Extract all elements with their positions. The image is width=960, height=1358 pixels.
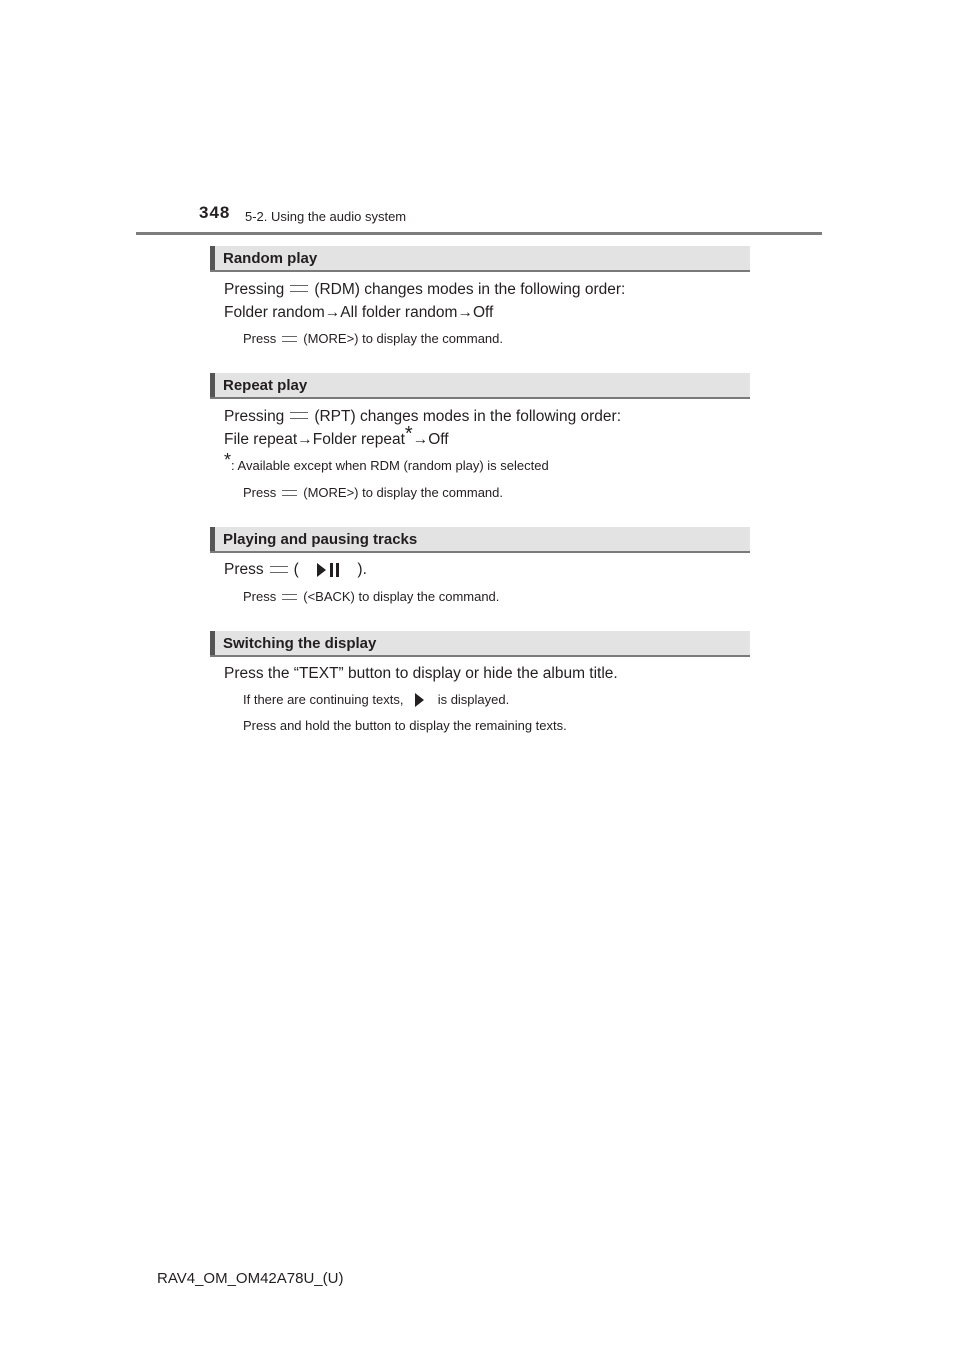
playing-line-1: [224, 561, 367, 579]
footnote-marker: *: [224, 450, 232, 470]
text: Press: [243, 485, 277, 500]
repeat-footnote: [224, 450, 549, 473]
button-icon: [270, 566, 288, 573]
text: Press: [243, 331, 277, 346]
button-icon: [290, 412, 308, 419]
repeat-note: [243, 485, 503, 500]
button-icon: [282, 336, 297, 342]
page-number: 348: [199, 203, 231, 222]
section-heading-switching-display: [210, 631, 750, 657]
heading-bar: [210, 527, 215, 551]
playing-note: [243, 589, 499, 604]
display-note-1: [243, 692, 509, 708]
footnote-marker: *: [404, 423, 413, 445]
section-heading-repeat-play: [210, 373, 750, 399]
text: If there are continuing texts,: [243, 692, 404, 707]
text: →Off: [412, 431, 449, 448]
chapter-title: 5-2. Using the audio system: [245, 209, 407, 224]
text: Pressing: [224, 281, 285, 298]
repeat-line-2: [224, 423, 449, 449]
random-line-1: [224, 281, 625, 299]
header-rule: [136, 232, 822, 235]
doc-code: RAV4_OM_OM42A78U_(U): [157, 1270, 344, 1287]
button-icon: [282, 490, 297, 496]
text: (MORE>) to display the command.: [303, 485, 504, 500]
heading-bar: [210, 246, 215, 270]
random-line-2: Folder random→All folder random→Off: [224, 304, 494, 321]
text: Press: [243, 589, 277, 604]
text: Press: [224, 561, 264, 579]
text: (: [293, 561, 299, 579]
button-icon: [290, 285, 308, 292]
section-title: Repeat play: [223, 377, 308, 394]
text: (<BACK) to display the command.: [303, 589, 500, 604]
display-line-1: Press the “TEXT” button to display or hide the album title.: [224, 665, 618, 682]
text: File repeat→Folder repeat: [224, 431, 405, 448]
play-pause-icon: [303, 561, 353, 579]
button-icon: [282, 594, 297, 600]
heading-bar: [210, 631, 215, 655]
section-title: Playing and pausing tracks: [223, 531, 418, 548]
text: is displayed.: [437, 692, 510, 707]
display-note-2: Press and hold the button to display the remaining texts.: [243, 718, 567, 733]
text: Pressing: [224, 408, 285, 425]
text: : Available except when RDM (random play) is selected: [231, 458, 549, 473]
heading-bar: [210, 373, 215, 397]
text: (RPT) changes modes in the following order:: [314, 408, 622, 425]
text: ).: [357, 561, 367, 579]
repeat-line-1: [224, 408, 621, 426]
section-title: Random play: [223, 250, 318, 267]
section-heading-random-play: [210, 246, 750, 272]
right-triangle-icon: [415, 693, 424, 707]
section-title: Switching the display: [223, 635, 377, 652]
section-heading-playing-pausing: [210, 527, 750, 553]
text: (MORE>) to display the command.: [303, 331, 504, 346]
random-note: [243, 331, 503, 346]
text: (RDM) changes modes in the following order:: [314, 281, 626, 298]
